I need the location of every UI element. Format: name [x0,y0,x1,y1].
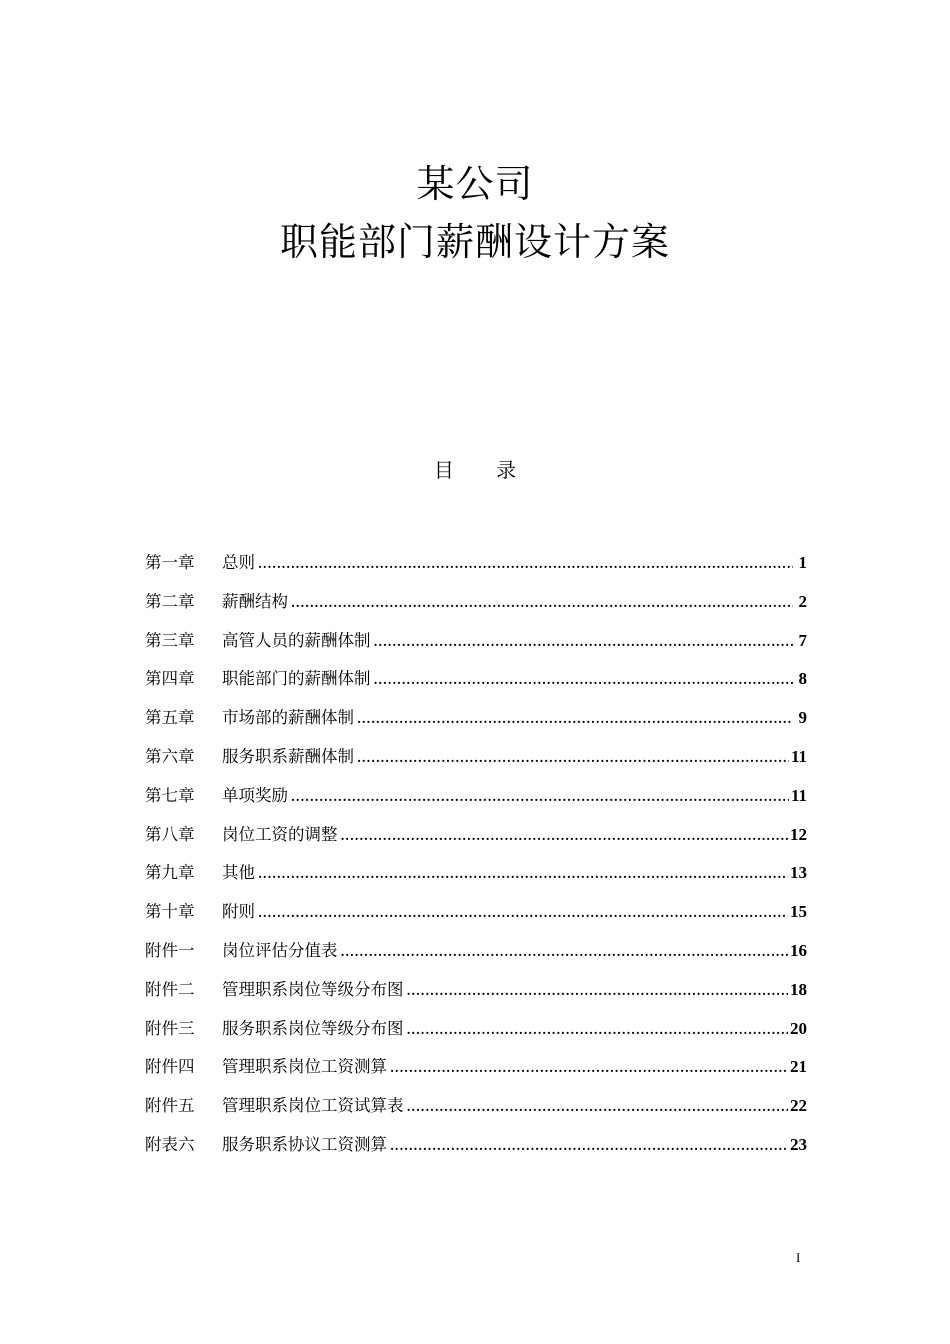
toc-chapter-label: 第七章 [145,785,195,805]
toc-entry[interactable] [145,664,807,703]
toc-dot-leader [374,665,794,695]
toc-page-number: 22 [790,1096,807,1116]
toc-page-number: 8 [798,669,807,689]
toc-dot-leader [390,1131,788,1161]
toc-dot-leader [258,898,788,928]
toc-page-number: 15 [790,902,807,922]
toc-dot-leader [357,743,789,773]
toc-chapter-label: 第九章 [145,863,195,883]
toc-page-number: 18 [790,979,807,999]
toc-entry-title: 管理职系岗位等级分布图 [222,979,404,999]
toc-entry[interactable] [145,1014,807,1053]
document-title-block [0,155,950,271]
toc-heading: 目 录 [433,458,535,482]
toc-entry-title: 管理职系岗位工资试算表 [222,1096,404,1116]
toc-entry[interactable] [145,781,807,820]
toc-page-number: 23 [790,1134,807,1154]
toc-dot-leader [407,976,789,1006]
toc-page-number: 2 [798,591,807,611]
toc-chapter-label: 附件四 [145,1057,195,1077]
toc-entry[interactable] [145,703,807,742]
toc-entry[interactable] [145,1091,807,1130]
toc-entry-title: 单项奖励 [222,785,288,805]
toc-entry-title: 附则 [222,902,255,922]
toc-entry[interactable] [145,1130,807,1169]
toc-dot-leader [357,704,793,734]
toc-dot-leader [258,549,793,579]
toc-page-number: 21 [790,1057,807,1077]
toc-page-number: 1 [798,553,807,572]
toc-entry-title: 其他 [222,863,255,883]
document-title: 职能部门薪酬设计方案 [279,220,670,264]
toc-entry-title: 薪酬结构 [222,591,288,611]
toc-entry-title: 服务职系岗位等级分布图 [222,1018,404,1038]
toc-entry[interactable] [145,975,807,1014]
toc-chapter-label: 第四章 [145,669,195,689]
toc-chapter-label: 第十章 [145,902,195,922]
toc-dot-leader [258,859,788,889]
toc-page-number: 11 [790,785,807,805]
toc-chapter-label: 第五章 [145,708,195,728]
toc-entry-title: 职能部门的薪酬体制 [222,669,371,689]
toc-entry-title: 管理职系岗位工资测算 [222,1057,387,1077]
toc-chapter-label: 附件二 [145,979,195,999]
toc-dot-leader [390,1053,788,1083]
toc-entry-title: 服务职系协议工资测算 [222,1134,387,1154]
toc-dot-leader [291,588,793,618]
toc-page-number: 12 [790,824,807,844]
toc-dot-leader [374,627,794,657]
toc-dot-leader [341,821,789,851]
toc-entry[interactable] [145,897,807,936]
toc-entry-title: 市场部的薪酬体制 [222,708,354,728]
toc-entry-title: 岗位评估分值表 [222,940,338,960]
toc-entry[interactable] [145,626,807,665]
toc-entry[interactable] [145,820,807,859]
toc-chapter-label: 附件五 [145,1096,195,1116]
toc-entry-title: 服务职系薪酬体制 [222,746,354,766]
toc-chapter-label: 第一章 [145,553,195,572]
toc-page-number: 20 [790,1018,807,1038]
toc-page-number: 16 [790,940,807,960]
toc-page-number: 7 [798,630,807,650]
footer-page-number: I [796,1250,801,1265]
toc-dot-leader [407,1092,789,1122]
toc-chapter-label: 附件三 [145,1018,195,1038]
table-of-contents [145,548,807,1169]
toc-dot-leader [341,937,789,967]
toc-page-number: 9 [798,708,807,728]
toc-dot-leader [407,1015,789,1045]
toc-entry[interactable] [145,587,807,626]
toc-page-number: 13 [790,863,807,883]
toc-page-number: 11 [790,746,807,766]
toc-chapter-label: 附表六 [145,1134,195,1154]
company-name: 某公司 [416,162,534,206]
toc-entry[interactable] [145,742,807,781]
toc-entry[interactable] [145,548,807,587]
toc-entry[interactable] [145,936,807,975]
toc-chapter-label: 第二章 [145,591,195,611]
toc-entry[interactable] [145,858,807,897]
toc-chapter-label: 第六章 [145,746,195,766]
toc-chapter-label: 第八章 [145,824,195,844]
toc-entry[interactable] [145,1052,807,1091]
toc-entry-title: 岗位工资的调整 [222,824,338,844]
toc-entry-title: 高管人员的薪酬体制 [222,630,371,650]
toc-chapter-label: 附件一 [145,940,195,960]
toc-dot-leader [291,782,789,812]
toc-entry-title: 总则 [222,553,255,572]
toc-chapter-label: 第三章 [145,630,195,650]
